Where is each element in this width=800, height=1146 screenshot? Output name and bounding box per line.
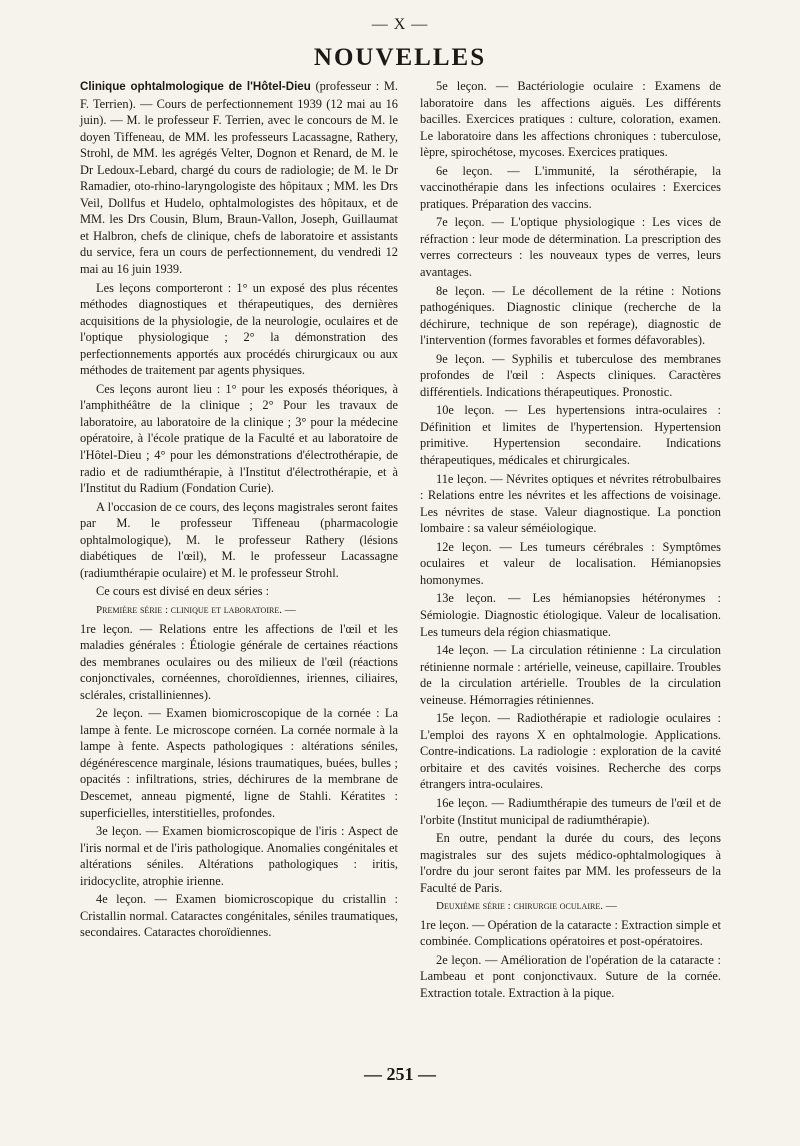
lesson-paragraph: 13e leçon. — Les hémianopsies hétéronymes : Sémiologie. Diagnostic étiologique. Valeur de localisation. Les tumeurs dela région chiasmatique. xyxy=(420,591,721,639)
paragraph: Les leçons comporteront : 1° un exposé des plus récentes méthodes diagnostiques et thérapeutiques, des dernières acquisitions de la physiologie, de la neurologie, oculaires et de l'optique physiologique ; 2° la démonstration des perfectionnements apportés aux procédés chirurgicaux ou aux méthodes de traitement par agents physiques. xyxy=(80,280,398,378)
paragraph xyxy=(80,78,398,278)
lesson-paragraph: 8e leçon. — Le décollement de la rétine : Notions pathogéniques. Diagnostic clinique (recherche de la déchirure, technique de son repérage), diagnostic de l'intervention (formes favorables et formes défavorables). xyxy=(420,283,721,348)
paragraph: A l'occasion de ce cours, des leçons magistrales seront faites par M. le professeur Tiffeneau (pharmacologie ophtalmologique), M. le professeur Rathery (lésions diabétiques de l'œil), M. le professeur Lacassagne (radiumthérapie oculaire) et M. le professeur Strohl. xyxy=(80,499,398,580)
lesson-paragraph: 10e leçon. — Les hypertensions intra-oculaires : Définition et limites de l'hypertension. Hypertension primitive. Hypertension secondaire. Indications thérapeutiques, médicales et chirurgicales. xyxy=(420,403,721,468)
lesson-paragraph: 16e leçon. — Radiumthérapie des tumeurs de l'œil et de l'orbite (Institut municipal de radiumthérapie). xyxy=(420,795,721,827)
paragraph: Ce cours est divisé en deux séries : xyxy=(96,584,270,599)
roman-folio: — X — xyxy=(371,16,429,33)
lesson-paragraph: 1re leçon. — Relations entre les affections de l'œil et les maladies générales : Étiologie générale de certaines réactions des membranes oculaires ou des milieux de l'œil (réactions conjonctivales, cornéennes, choroïdiennes, iriennes, ciliaires, sclérales, cristalliniennes). xyxy=(80,621,398,702)
lesson-paragraph: 7e leçon. — L'optique physiologique : Les vices de réfraction : leur mode de détermination. La prescription des verres correcteurs : les nouveaux types de verres, leurs avantages. xyxy=(420,215,721,280)
page-number: — 251 — xyxy=(364,1064,436,1084)
lesson-paragraph: 12e leçon. — Les tumeurs cérébrales : Symptômes oculaires et valeur de localisation. Hémianopsies homonymes. xyxy=(420,539,721,587)
clinic-heading: Clinique ophtalmologique de l'Hôtel-Dieu xyxy=(80,80,311,93)
lesson-paragraph: 9e leçon. — Syphilis et tuberculose des membranes profondes de l'œil : Aspects cliniques. Caractères différentiels. Indications thérapeutiques. Pronostic. xyxy=(420,351,721,399)
lesson-paragraph: 4e leçon. — Examen biomicroscopique du cristallin : Cristallin normal. Cataractes congénitales, séniles traumatiques, secondaires. Cataractes choroïdiennes. xyxy=(80,892,398,940)
lesson-paragraph: 1re leçon. — Opération de la cataracte : Extraction simple et combinée. Complications opératoires et post-opératoires. xyxy=(420,917,721,949)
lesson-paragraph: 6e leçon. — L'immunité, la sérothérapie, la vaccinothérapie dans les infections oculaires : Exercices pratiques. Préparation des vaccins. xyxy=(420,163,721,211)
lesson-paragraph: 3e leçon. — Examen biomicroscopique de l'iris : Aspect de l'iris normal et de l'iris pathologique. Anomalies congénitales et altérations séniles. Altérations pathologiques : iritis, iridocyclite, atrophie irienne. xyxy=(80,824,398,888)
lesson-paragraph: 5e leçon. — Bactériologie oculaire : Examens de laboratoire dans les affections aiguës. Les différents bacilles. Exercices pratiques : culture, coloration, examen. Le laboratoire dans les affections chroniques : tuberculose, lèpre, spirochétose, mycoses. Exercices pratiques. xyxy=(420,79,721,160)
right-column xyxy=(420,78,721,1004)
lesson-paragraph: 14e leçon. — La circulation rétinienne : La circulation rétinienne normale : artérielle, veineuse, capillaire. Troubles de la circulation artérielle. Troubles de la circulation veineuse. Hémorragies rétiniennes. xyxy=(420,643,721,707)
lesson-paragraph: 15e leçon. — Radiothérapie et radiologie oculaires : L'emploi des rayons X en ophtalmologie. Applications. Contre-indications. La radiologie : exploration de la cavité orbitaire et des cavités voisines. Recherche des corps étrangers intra-oculaires. xyxy=(420,711,721,792)
lesson-paragraph: 11e leçon. — Névrites optiques et névrites rétrobulbaires : Relations entre les névrites et les affections de voisinage. Les névrites de stase. Valeur diagnostique. La ponction lombaire : sa valeur séméiologique. xyxy=(420,471,721,536)
paragraph: En outre, pendant la durée du cours, des leçons magistrales sur des sujets médico-ophtalmologiques à l'ordre du jour seront faites par MM. les professeurs de la Faculté de Paris. xyxy=(420,831,721,895)
left-column xyxy=(80,78,398,943)
series-heading: Deuxième série : chirurgie oculaire. — xyxy=(436,900,617,913)
paragraph-text: (professeur : M. F. Terrien). — Cours de perfectionnement 1939 (12 mai au 16 juin). — M. le professeur F. Terrien, avec le concours de M. le doyen Tiffeneau, de MM. les professeurs Lacassagne, Rathery, Strohl, de MM. les agrégés Velter, Dognon et Renard, de M. le Dr Ledoux-Lebard, chargé du cours de radiologie; de M. le Dr Ramadier, oto-rhino-laryngologiste des hôpitaux ; MM. les Drs Veil, Dollfus et Hudelo, ophtalmologistes des hôpitaux, et de MM. les Drs Cousin, Blum, Braun-Vallon, Joseph, Guillaumat et Halbron, chefs de clinique, chefs de laboratoire et assistants du service, fera un cours de perfectionnement, du vendredi 12 mai au 16 juin 1939. xyxy=(80,79,398,277)
paragraph: Ces leçons auront lieu : 1° pour les exposés théoriques, à l'amphithéâtre de la clinique ; 2° Pour les travaux de laboratoire, au laboratoire de la clinique ; 3° pour la médecine opératoire, à l'école pratique de la Faculté et au laboratoire de l'Hôtel-Dieu ; 4° pour les démonstrations d'électrothérapie, de radio et de radiumthérapie, à l'Institut d'électrothérapie, et à l'Institut du Radium (Fondation Curie). xyxy=(80,381,398,496)
lesson-paragraph: 2e leçon. — Amélioration de l'opération de la cataracte : Lambeau et pont conjonctivaux. Suture de la cornée. Extraction totale. Extraction à la pique. xyxy=(420,952,721,1000)
series-heading: Première série : clinique et laboratoire. — xyxy=(96,603,296,616)
lesson-paragraph: 2e leçon. — Examen biomicroscopique de la cornée : La lampe à fente. Le microscope cornéen. La cornée normale à la lampe à fente. Aspects pathologiques : altérations séniles, dégénérescence marginale, lésions traumatiques, buées, bulles ; opacités : infiltrations, stries, déchirures de la membrane de Descemet, anneau pigmenté, ligne de Stahli. Kératites : superficielles, interstitielles, profondes. xyxy=(80,706,398,820)
section-title: NOUVELLES xyxy=(313,44,487,71)
